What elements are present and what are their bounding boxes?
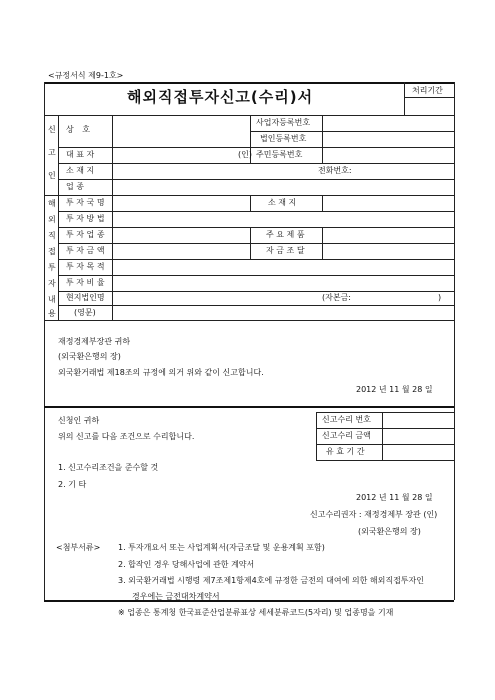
divider — [316, 412, 317, 460]
corp-reg-no-label: 법인등록번호 — [260, 134, 307, 143]
attachment-item: 경우에는 금전대차계약서 — [132, 592, 220, 601]
page-title: 해외직접투자신고(수리)서 — [127, 88, 314, 106]
business-type-label: 업 종 — [66, 182, 84, 191]
funding-label: 자 금 조 달 — [266, 246, 305, 255]
report-no-field[interactable] — [383, 413, 453, 427]
invest-industry-field[interactable] — [113, 228, 249, 242]
section-divider — [44, 406, 454, 408]
acceptance-authority-bank: (외국환은행의 장) — [358, 527, 421, 536]
invest-address-field[interactable] — [323, 196, 453, 210]
invest-purpose-label: 투 자 목 적 — [66, 262, 105, 271]
invest-method-label: 투 자 방 법 — [66, 214, 105, 223]
main-products-label: 주 요 제 품 — [266, 230, 305, 239]
frame-top — [44, 82, 454, 84]
side-label: 내 — [48, 295, 56, 304]
funding-field[interactable] — [323, 244, 453, 258]
validity-label: 유 효 기 간 — [326, 447, 365, 456]
side-label: 투 — [48, 263, 56, 272]
invest-ratio-field[interactable] — [113, 276, 453, 290]
phone-label: 전화번호: — [318, 166, 352, 175]
local-corp-label: 현지법인명 — [66, 293, 105, 302]
side-label: 직 — [48, 231, 56, 240]
representative-label: 대 표 자 — [66, 150, 95, 159]
acceptance-addressee: 신청인 귀하 — [58, 416, 100, 425]
attachment-item: 2. 합작인 경우 당해사업에 관한 계약서 — [118, 560, 255, 569]
side-column-divider — [58, 115, 59, 320]
invest-amount-label: 투 자 금 액 — [66, 246, 105, 255]
attachment-item: 1. 투자개요서 또는 사업계획서(자금조달 및 운용계획 포함) — [118, 543, 325, 552]
side-label: 신 — [48, 125, 56, 134]
address-label: 소 재 지 — [66, 166, 95, 175]
divider — [454, 412, 455, 460]
invest-ratio-label: 투 자 비 율 — [66, 278, 105, 287]
trade-name-field[interactable] — [113, 116, 249, 146]
invest-industry-label: 투 자 업 종 — [66, 230, 105, 239]
invest-purpose-field[interactable] — [113, 260, 453, 274]
report-statement: 외국환거래법 제18조의 규정에 의거 위와 같이 신고합니다. — [58, 368, 264, 377]
side-label: 해 — [48, 199, 56, 208]
acceptance-statement: 위의 신고를 다음 조건으로 수리합니다. — [58, 432, 195, 441]
condition-1: 1. 신고수리조건을 준수할 것 — [58, 463, 159, 472]
frame-right — [454, 82, 455, 600]
attachment-note: ※ 업종은 통계청 한국표준산업분류표상 세세분류코드(5자리) 및 업종명을 기재 — [118, 608, 394, 617]
side-label: 인 — [48, 171, 56, 180]
resident-reg-no-label: 주민등록번호 — [256, 150, 303, 159]
main-products-field[interactable] — [323, 228, 453, 242]
seal-mark: (인) — [238, 150, 252, 159]
business-reg-no-label: 사업자등록번호 — [256, 118, 311, 127]
address-field[interactable] — [113, 164, 313, 178]
representative-field[interactable] — [113, 148, 233, 162]
invest-address-label: 소 재 지 — [268, 198, 297, 207]
acceptance-authority: 신고수리권자 : 재정경제부 장관 (인) — [310, 510, 438, 519]
report-date: 2012 년 11 월 28 일 — [356, 385, 433, 394]
side-label: 고 — [48, 148, 56, 157]
side-label: 외 — [48, 215, 56, 224]
divider — [250, 227, 251, 259]
frame-left — [44, 82, 45, 600]
report-amount-label: 신고수리 금액 — [322, 431, 371, 440]
side-label: 자 — [48, 279, 56, 288]
trade-name-label: 상 호 — [66, 125, 93, 134]
local-corp-field[interactable] — [113, 292, 313, 304]
divider — [404, 97, 454, 98]
frame-bottom — [44, 600, 454, 602]
attachment-item: 3. 외국환거래법 시행령 제7조제1항제4호에 규정한 금전의 대여에 의한 해외직접투자인 — [118, 576, 424, 585]
english-name-label: (영문) — [74, 308, 96, 317]
divider — [44, 320, 454, 321]
business-type-field[interactable] — [113, 180, 453, 194]
divider — [316, 460, 454, 461]
invest-amount-field[interactable] — [113, 244, 249, 258]
side-label: 접 — [48, 247, 56, 256]
processing-period-label: 처리기간 — [412, 86, 443, 95]
condition-2: 2. 기 타 — [58, 480, 87, 489]
divider — [250, 195, 251, 211]
invest-country-label: 투 자 국 명 — [66, 198, 105, 207]
acceptance-date: 2012 년 11 월 28 일 — [356, 493, 433, 502]
report-bank: (외국환은행의 장) — [58, 352, 121, 361]
report-no-label: 신고수리 번호 — [322, 415, 371, 424]
capital-close: ) — [438, 293, 442, 302]
form-code: <규정서식 제9-1호> — [48, 71, 124, 80]
report-amount-field[interactable] — [383, 429, 453, 443]
business-reg-no-field[interactable] — [323, 116, 453, 130]
side-label: 용 — [48, 309, 56, 318]
divider — [404, 82, 405, 115]
resident-reg-no-field[interactable] — [323, 148, 453, 162]
english-name-field[interactable] — [113, 306, 453, 319]
corp-reg-no-field[interactable] — [323, 132, 453, 146]
invest-method-field[interactable] — [113, 212, 453, 226]
validity-field[interactable] — [383, 445, 453, 459]
report-addressee: 재정경제부장관 귀하 — [58, 337, 131, 346]
attachments-label: <첨부서류> — [56, 543, 101, 552]
capital-label: (자본금: — [322, 293, 352, 302]
invest-country-field[interactable] — [113, 196, 249, 210]
